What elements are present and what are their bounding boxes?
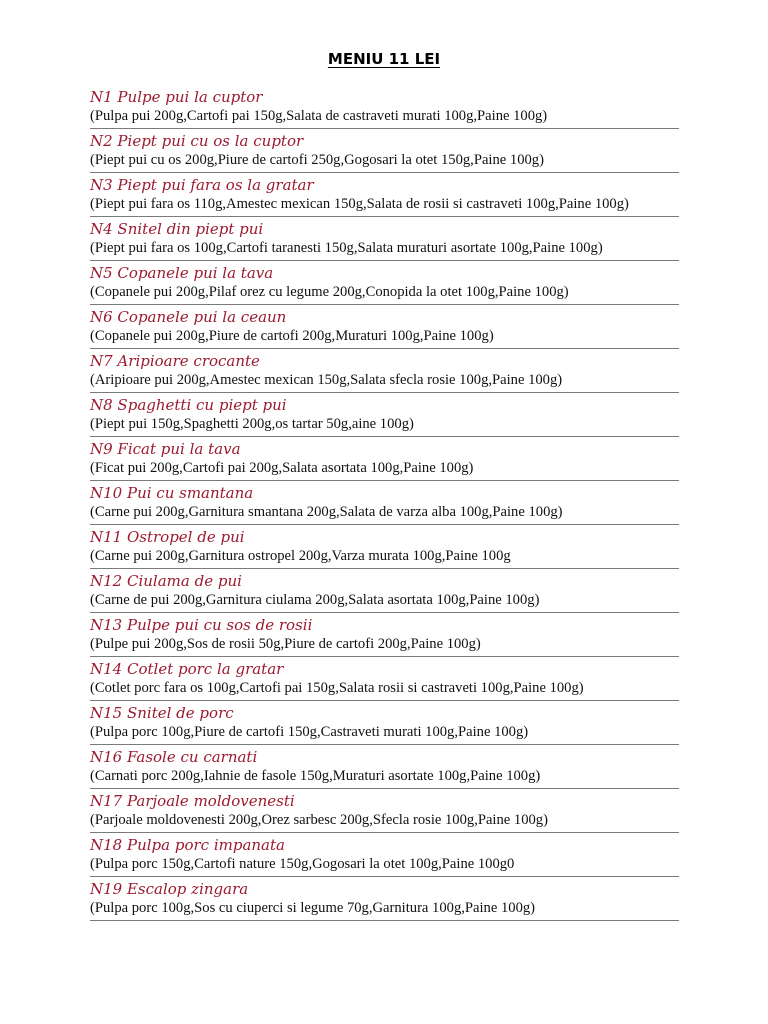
menu-item-name: N14 Cotlet porc la gratar <box>90 660 284 678</box>
menu-item <box>90 789 679 833</box>
menu-item <box>90 261 679 305</box>
menu-item-description: (Aripioare pui 200g,Amestec mexican 150g,Salata sfecla rosie 100g,Paine 100g) <box>90 372 563 388</box>
menu-item <box>90 129 679 173</box>
menu-item <box>90 349 679 393</box>
menu-item <box>90 613 679 657</box>
menu-item-description: (Carne pui 200g,Garnitura ostropel 200g,Varza murata 100g,Paine 100g <box>90 548 511 564</box>
menu-item-name: N16 Fasole cu carnati <box>90 748 258 766</box>
menu-item-description: (Piept pui fara os 110g,Amestec mexican 150g,Salata de rosii si castraveti 100g,Paine 100g) <box>90 196 629 212</box>
menu-item <box>90 877 679 921</box>
menu-item-description: (Pulpa porc 150g,Cartofi nature 150g,Gogosari la otet 100g,Paine 100g0 <box>90 856 515 872</box>
menu-item-name: N10 Pui cu smantana <box>90 484 254 502</box>
menu-item-name: N5 Copanele pui la tava <box>90 264 274 282</box>
menu-item <box>90 701 679 745</box>
menu-item-name: N8 Spaghetti cu piept pui <box>90 396 287 414</box>
menu-item-name: N2 Piept pui cu os la cuptor <box>90 132 304 150</box>
menu-item-description: (Pulpa porc 100g,Piure de cartofi 150g,Castraveti murati 100g,Paine 100g) <box>90 724 529 740</box>
menu-item-name: N6 Copanele pui la ceaun <box>90 308 287 326</box>
menu-item-description: (Carne de pui 200g,Garnitura ciulama 200g,Salata asortata 100g,Paine 100g) <box>90 592 540 608</box>
menu-item-description: (Carnati porc 200g,Iahnie de fasole 150g,Muraturi asortate 100g,Paine 100g) <box>90 768 541 784</box>
menu-item-description: (Parjoale moldovenesti 200g,Orez sarbesc 200g,Sfecla rosie 100g,Paine 100g) <box>90 812 548 828</box>
menu-item-description: (Piept pui 150g,Spaghetti 200g,os tartar 50g,aine 100g) <box>90 416 414 432</box>
menu-item-name: N13 Pulpe pui cu sos de rosii <box>90 616 313 634</box>
menu-item-description: (Copanele pui 200g,Piure de cartofi 200g,Muraturi 100g,Paine 100g) <box>90 328 494 344</box>
menu-item-name: N3 Piept pui fara os la gratar <box>90 176 314 194</box>
page-title-text: MENIU 11 LEI <box>327 50 441 68</box>
menu-item-description: (Pulpe pui 200g,Sos de rosii 50g,Piure de cartofi 200g,Paine 100g) <box>90 636 481 652</box>
menu-item-name: N7 Aripioare crocante <box>90 352 260 370</box>
menu-item <box>90 481 679 525</box>
menu-item-name: N11 Ostropel de pui <box>90 528 245 546</box>
menu-item <box>90 85 679 129</box>
page-title <box>0 50 768 68</box>
menu-item <box>90 657 679 701</box>
menu-item-description: (Cotlet porc fara os 100g,Cartofi pai 150g,Salata rosii si castraveti 100g,Paine 100g) <box>90 680 584 696</box>
menu-list <box>90 85 679 921</box>
menu-item-description: (Ficat pui 200g,Cartofi pai 200g,Salata asortata 100g,Paine 100g) <box>90 460 474 476</box>
menu-item-name: N9 Ficat pui la tava <box>90 440 241 458</box>
menu-item <box>90 173 679 217</box>
menu-item-name: N19 Escalop zingara <box>90 880 249 898</box>
menu-item <box>90 569 679 613</box>
menu-item <box>90 833 679 877</box>
menu-item <box>90 525 679 569</box>
menu-item <box>90 305 679 349</box>
menu-item <box>90 393 679 437</box>
menu-item-name: N12 Ciulama de pui <box>90 572 242 590</box>
menu-item-name: N15 Snitel de porc <box>90 704 234 722</box>
menu-item-description: (Piept pui cu os 200g,Piure de cartofi 250g,Gogosari la otet 150g,Paine 100g) <box>90 152 544 168</box>
menu-item-description: (Carne pui 200g,Garnitura smantana 200g,Salata de varza alba 100g,Paine 100g) <box>90 504 563 520</box>
menu-item-name: N4 Snitel din piept pui <box>90 220 264 238</box>
menu-item-name: N1 Pulpe pui la cuptor <box>90 88 263 106</box>
menu-item-description: (Copanele pui 200g,Pilaf orez cu legume 200g,Conopida la otet 100g,Paine 100g) <box>90 284 569 300</box>
menu-item <box>90 745 679 789</box>
menu-item-name: N18 Pulpa porc impanata <box>90 836 285 854</box>
menu-item <box>90 437 679 481</box>
menu-item-name: N17 Parjoale moldovenesti <box>90 792 295 810</box>
menu-item <box>90 217 679 261</box>
menu-item-description: (Pulpa porc 100g,Sos cu ciuperci si legume 70g,Garnitura 100g,Paine 100g) <box>90 900 536 916</box>
menu-item-description: (Piept pui fara os 100g,Cartofi taranesti 150g,Salata muraturi asortate 100g,Paine 100g) <box>90 240 603 256</box>
menu-item-description: (Pulpa pui 200g,Cartofi pai 150g,Salata de castraveti murati 100g,Paine 100g) <box>90 108 548 124</box>
